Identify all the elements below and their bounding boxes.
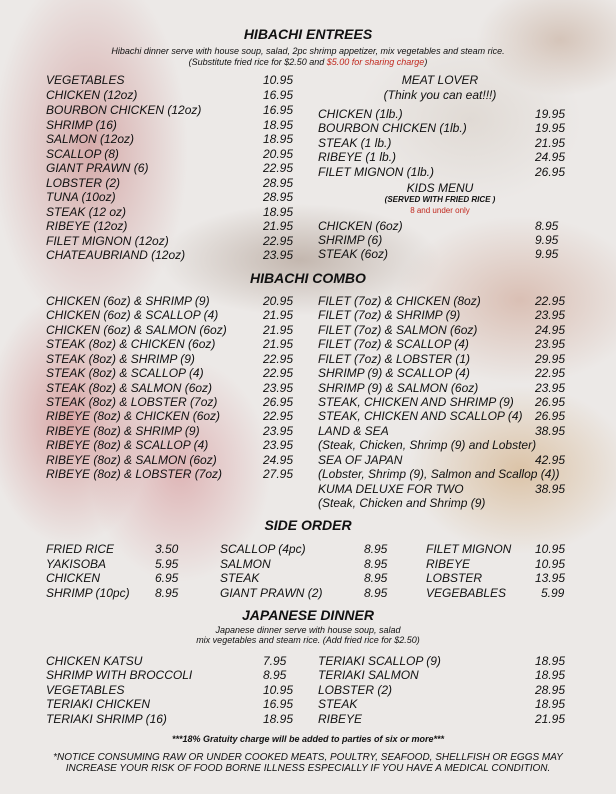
japanese-dinner-description: Japanese dinner serve with house soup, salad <box>215 625 401 635</box>
menu-item-price: 21.95 <box>535 712 566 726</box>
menu-item-name: VEGETABLES <box>46 73 125 87</box>
menu-item-name: CHICKEN (1lb.) <box>318 107 403 121</box>
menu-item-price: 22.95 <box>263 409 294 423</box>
hibachi-entrees-title: HIBACHI ENTREES <box>243 26 373 42</box>
meat-lover-title: MEAT LOVER <box>401 73 479 87</box>
menu-item-price: 23.95 <box>263 438 294 452</box>
menu-item-price: 22.95 <box>535 294 566 308</box>
menu-item-name: SCALLOP (8) <box>46 147 119 161</box>
menu-item-price: 26.95 <box>535 395 566 409</box>
menu-item-price: 18.95 <box>263 118 294 132</box>
menu-item-name: BOURBON CHICKEN (12oz) <box>46 103 202 117</box>
kids-age-note: 8 and under only <box>410 206 470 215</box>
menu-item-price: 10.95 <box>535 557 566 571</box>
menu-item-name: CHICKEN (6oz) & SCALLOP (4) <box>46 308 219 322</box>
menu-item-description: (Lobster, Shrimp (9), Salmon and Scallop (4)) <box>318 467 560 481</box>
menu-item-name: TERIAKI SCALLOP (9) <box>318 654 441 668</box>
menu-item-name: STEAK, CHICKEN AND SCALLOP (4) <box>318 409 523 423</box>
menu-item-name: SEA OF JAPAN <box>318 453 403 467</box>
menu-item-name: LAND & SEA <box>318 424 389 438</box>
menu-item-price: 8.95 <box>263 668 287 682</box>
gratuity-notice: ***18% Gratuity charge will be added to parties of six or more*** <box>171 734 445 744</box>
menu-item-price: 23.95 <box>263 381 294 395</box>
menu-item-price: 22.95 <box>263 234 294 248</box>
menu-item-price: 21.95 <box>263 308 294 322</box>
menu-item-name: STEAK (1 lb.) <box>318 136 392 150</box>
menu-item-price: 26.95 <box>263 395 294 409</box>
menu-item-price: 23.95 <box>535 337 566 351</box>
menu-item-name: RIBEYE (8oz) & CHICKEN (6oz) <box>46 409 221 423</box>
menu-item-price: 38.95 <box>535 424 566 438</box>
menu-item-price: 21.95 <box>535 136 566 150</box>
menu-item-price: 24.95 <box>535 323 566 337</box>
menu-item-price: 24.95 <box>535 150 566 164</box>
menu-item-price: 24.95 <box>263 453 294 467</box>
menu-item-name: SALMON <box>220 557 271 571</box>
menu-item-price: 21.95 <box>263 219 294 233</box>
menu-item-name: CHICKEN (6oz) <box>318 219 403 233</box>
menu-item-name: FILET (7oz) & CHICKEN (8oz) <box>318 294 481 308</box>
menu-item-price: 20.95 <box>263 294 294 308</box>
menu-item-price: 23.95 <box>263 424 294 438</box>
kids-menu-note: (SERVED WITH FRIED RICE ) <box>384 195 496 204</box>
japanese-dinner-title: JAPANESE DINNER <box>242 607 374 623</box>
menu-item-description: (Steak, Chicken and Shrimp (9) <box>318 496 486 510</box>
menu-item-price: 5.95 <box>155 557 179 571</box>
menu-item-name: STEAK (8oz) & SHRIMP (9) <box>46 352 195 366</box>
menu-item-name: TUNA (10oz) <box>46 190 116 204</box>
menu-item-description: (Steak, Chicken, Shrimp (9) and Lobster) <box>318 438 537 452</box>
food-safety-notice-line2: INCREASE YOUR RISK OF FOOD BORNE ILLNESS ESPECIALLY IF YOU HAVE A MEDICAL CONDITION. <box>65 763 551 774</box>
menu-item-name: FILET (7oz) & LOBSTER (1) <box>318 352 471 366</box>
menu-item-price: 26.95 <box>535 409 566 423</box>
menu-item-price: 28.95 <box>535 683 566 697</box>
menu-item-name: RIBEYE <box>318 712 363 726</box>
menu-item-price: 22.95 <box>263 161 294 175</box>
sharing-charge-text: $5.00 for sharing charge <box>326 57 425 67</box>
hibachi-substitute-note: (Substitute fried rice for $2.50 and $5.00 for sharing charge) <box>188 57 428 67</box>
menu-item-name: VEGETABLES <box>46 683 125 697</box>
menu-item-price: 23.95 <box>535 308 566 322</box>
menu-item-name: STEAK, CHICKEN AND SHRIMP (9) <box>318 395 514 409</box>
menu-item-price: 6.95 <box>155 571 179 585</box>
menu-item-name: FILET (7oz) & SCALLOP (4) <box>318 337 469 351</box>
menu-item-name: STEAK (8oz) & SALMON (6oz) <box>46 381 213 395</box>
menu-item-price: 10.95 <box>535 542 566 556</box>
menu-item-name: SHRIMP (9) & SCALLOP (4) <box>318 366 470 380</box>
menu-item-name: VEGEBABLES <box>426 586 507 600</box>
menu-item-name: FILET MIGNON <box>426 542 512 556</box>
menu-item-price: 19.95 <box>535 121 566 135</box>
menu-item-price: 22.95 <box>535 366 566 380</box>
japanese-dinner-rice-note: mix vegetables and steam rice. (Add fried rice for $2.50) <box>196 635 420 645</box>
menu-item-price: 10.95 <box>263 73 294 87</box>
menu-item-price: 21.95 <box>263 337 294 351</box>
menu-item-price: 8.95 <box>364 571 388 585</box>
menu-item-price: 8.95 <box>364 542 388 556</box>
hibachi-combo-title: HIBACHI COMBO <box>250 270 366 286</box>
menu-item-price: 22.95 <box>263 366 294 380</box>
menu-item-name: STEAK <box>318 697 358 711</box>
menu-item-price: 18.95 <box>535 654 566 668</box>
menu-item-price: 22.95 <box>263 352 294 366</box>
menu-item-name: CHICKEN KATSU <box>46 654 143 668</box>
menu-item-name: STEAK (6oz) <box>318 247 389 261</box>
menu-item-name: FRIED RICE <box>46 542 115 556</box>
menu-item-price: 28.95 <box>263 176 294 190</box>
menu-item-price: 8.95 <box>535 219 559 233</box>
menu-item-name: RIBEYE (8oz) & LOBSTER (7oz) <box>46 467 223 481</box>
menu-item-price: 42.95 <box>535 453 566 467</box>
menu-item-price: 29.95 <box>535 352 566 366</box>
menu-item-name: CHICKEN (12oz) <box>46 88 138 102</box>
menu-item-price: 16.95 <box>263 697 294 711</box>
menu-item-name: RIBEYE (8oz) & SALMON (6oz) <box>46 453 217 467</box>
menu-item-name: TERIAKI SHRIMP (16) <box>46 712 167 726</box>
menu-item-name: RIBEYE <box>426 557 471 571</box>
menu-item-price: 18.95 <box>535 697 566 711</box>
menu-item-name: LOBSTER <box>426 571 483 585</box>
menu-item-price: 18.95 <box>535 668 566 682</box>
menu-item-price: 7.95 <box>263 654 287 668</box>
side-order-title: SIDE ORDER <box>264 517 352 533</box>
hibachi-description: Hibachi dinner serve with house soup, salad, 2pc shrimp appetizer, mix vegetables and steam rice. <box>111 46 505 56</box>
menu-item-name: YAKISOBA <box>46 557 107 571</box>
menu-item-name: CHICKEN (6oz) & SHRIMP (9) <box>46 294 210 308</box>
menu-item-name: GIANT PRAWN (6) <box>46 161 149 175</box>
menu-item-name: SHRIMP (6) <box>318 233 383 247</box>
food-safety-notice-line1: *NOTICE CONSUMING RAW OR UNDER COOKED MEATS, POULTRY, SEAFOOD, SHELLFISH OR EGGS MAY <box>53 752 563 763</box>
menu-item-name: GIANT PRAWN (2) <box>220 586 323 600</box>
meat-lover-subtitle: (Think you can eat!!!) <box>383 88 497 102</box>
menu-item-name: FILET (7oz) & SALMON (6oz) <box>318 323 478 337</box>
kids-menu-title: KIDS MENU <box>406 181 474 195</box>
menu-item-name: CHICKEN (6oz) & SALMON (6oz) <box>46 323 227 337</box>
menu-item-price: 23.95 <box>263 248 294 262</box>
menu-item-price: 28.95 <box>263 190 294 204</box>
menu-item-name: FILET MIGNON (12oz) <box>46 234 169 248</box>
menu-item-name: TERIAKI CHICKEN <box>46 697 151 711</box>
menu-item-name: STEAK (8oz) & SCALLOP (4) <box>46 366 204 380</box>
menu-item-name: KUMA DELUXE FOR TWO <box>318 482 464 496</box>
menu-item-price: 27.95 <box>263 467 294 481</box>
menu-item-name: SHRIMP (10pc) <box>46 586 130 600</box>
menu-item-price: 10.95 <box>263 683 294 697</box>
menu-item-name: FILET (7oz) & SHRIMP (9) <box>318 308 461 322</box>
menu-item-price: 38.95 <box>535 482 566 496</box>
menu-item-price: 5.99 <box>541 586 565 600</box>
menu-item-name: RIBEYE (1 lb.) <box>318 150 397 164</box>
menu-item-name: RIBEYE (12oz) <box>46 219 128 233</box>
menu-item-name: CHATEAUBRIAND (12oz) <box>46 248 186 262</box>
menu-item-price: 3.50 <box>155 542 179 556</box>
menu-item-name: SHRIMP WITH BROCCOLI <box>46 668 193 682</box>
menu-item-price: 16.95 <box>263 103 294 117</box>
menu-item-name: TERIAKI SALMON <box>318 668 419 682</box>
menu-item-name: RIBEYE (8oz) & SCALLOP (4) <box>46 438 209 452</box>
menu-item-name: BOURBON CHICKEN (1lb.) <box>318 121 467 135</box>
menu-item-name: LOBSTER (2) <box>318 683 393 697</box>
menu-item-name: SALMON (12oz) <box>46 132 135 146</box>
menu-item-name: RIBEYE (8oz) & SHRIMP (9) <box>46 424 200 438</box>
menu-item-price: 8.95 <box>155 586 179 600</box>
menu-item-price: 26.95 <box>535 165 566 179</box>
menu-item-name: CHICKEN <box>46 571 101 585</box>
menu-item-price: 13.95 <box>535 571 566 585</box>
menu-item-name: SCALLOP (4pc) <box>220 542 306 556</box>
menu-item-price: 18.95 <box>263 205 294 219</box>
menu-item-price: 8.95 <box>364 586 388 600</box>
menu-item-name: SHRIMP (16) <box>46 118 117 132</box>
menu-item-price: 21.95 <box>263 323 294 337</box>
menu-item-price: 20.95 <box>263 147 294 161</box>
menu-item-name: STEAK (8oz) & LOBSTER (7oz) <box>46 395 218 409</box>
menu-item-price: 9.95 <box>535 247 559 261</box>
menu-item-price: 18.95 <box>263 712 294 726</box>
menu-item-name: LOBSTER (2) <box>46 176 121 190</box>
menu-item-price: 19.95 <box>535 107 566 121</box>
menu-item-name: FILET MIGNON (1lb.) <box>318 165 435 179</box>
menu-item-name: STEAK <box>220 571 260 585</box>
menu-item-name: SHRIMP (9) & SALMON (6oz) <box>318 381 479 395</box>
menu-item-name: STEAK (12 oz) <box>46 205 127 219</box>
menu-item-price: 8.95 <box>364 557 388 571</box>
menu-item-price: 9.95 <box>535 233 559 247</box>
menu-item-name: STEAK (8oz) & CHICKEN (6oz) <box>46 337 216 351</box>
menu-item-price: 18.95 <box>263 132 294 146</box>
menu-item-price: 16.95 <box>263 88 294 102</box>
menu-item-price: 23.95 <box>535 381 566 395</box>
